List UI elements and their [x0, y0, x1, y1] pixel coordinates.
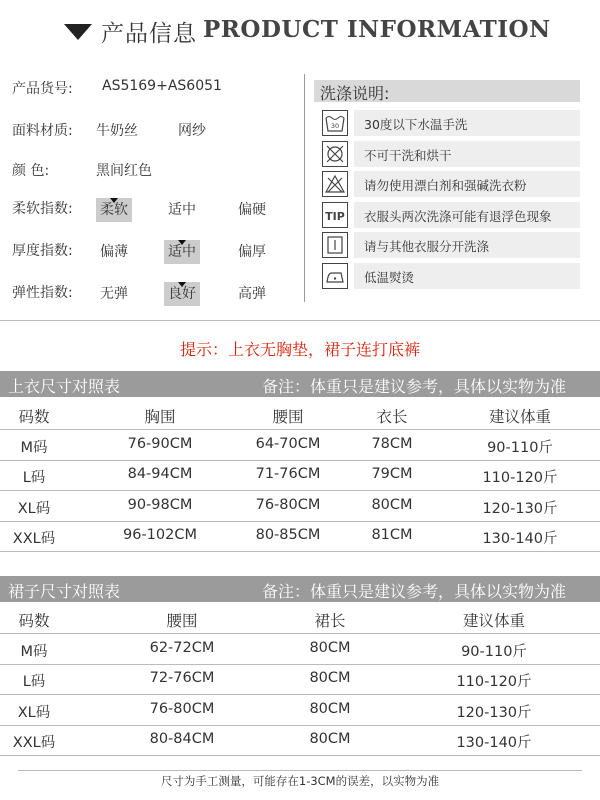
- top-table-note: 备注：体重只是建议参考，具体以实物为准: [262, 377, 567, 396]
- wash-text: 30度以下水温手洗: [364, 117, 468, 132]
- selected-marker-icon: [178, 240, 186, 245]
- table-cell: 120-130斤: [482, 500, 558, 517]
- svg-text:30: 30: [330, 122, 340, 130]
- scale-option-label: 无弹: [100, 286, 128, 302]
- scale-label: 弹性指数:: [12, 285, 73, 301]
- table-cell: XXL码: [12, 735, 56, 752]
- scale-option: [164, 198, 200, 222]
- table-row: [0, 431, 600, 461]
- table-row: [0, 696, 600, 726]
- section-divider: [0, 320, 600, 321]
- top-table-header: [0, 371, 600, 397]
- wash-text-box: [354, 263, 580, 289]
- table-cell: 90-98CM: [127, 496, 193, 513]
- table-row: [0, 522, 600, 552]
- scale-option: [234, 240, 270, 264]
- header-title-en: PRODUCT INFORMATION: [203, 16, 551, 43]
- table-row: [0, 635, 600, 665]
- wash-item: [322, 232, 582, 262]
- item-no-value: AS5169+AS6051: [102, 78, 222, 94]
- wash-item: [322, 202, 582, 232]
- table-row: [0, 461, 600, 491]
- footer-note: 尺寸为手工测量，可能存在1-3CM的误差，以实物为准: [160, 774, 440, 788]
- svg-text:TIP: TIP: [325, 209, 345, 223]
- scale-option-label: 偏厚: [238, 244, 266, 260]
- table-cell: 80CM: [371, 496, 413, 513]
- no-dry-clean-icon: [322, 141, 348, 167]
- table-cell: 120-130斤: [456, 704, 532, 721]
- column-header: 衣长: [376, 408, 408, 426]
- scale-option: [234, 198, 270, 222]
- wash-item: [322, 171, 582, 201]
- color-row: [12, 160, 302, 182]
- color-label: 颜 色:: [12, 163, 50, 179]
- wash-text-box: [354, 171, 580, 197]
- column-header: 码数: [18, 408, 50, 426]
- table-cell: 76-80CM: [255, 496, 321, 513]
- table-cell: 96-102CM: [123, 527, 197, 544]
- scale-option-label: 高弹: [238, 286, 266, 302]
- table-cell: 76-90CM: [127, 435, 193, 452]
- top-table-title: 上衣尺寸对照表: [8, 377, 121, 396]
- scale-option: [96, 282, 132, 306]
- wash-text: 请与其他衣服分开洗涤: [364, 239, 490, 254]
- info-divider: [304, 74, 305, 302]
- column-header: 建议体重: [488, 408, 552, 426]
- tip-icon: [322, 202, 348, 228]
- table-cell: 80CM: [309, 731, 351, 748]
- scale-option-label: 良好: [168, 286, 196, 302]
- notice-text: 提示：上衣无胸垫，裙子连打底裤: [179, 340, 420, 359]
- scale-option-selected: [96, 198, 132, 222]
- wash-text-box: [354, 232, 580, 258]
- table-cell: L码: [22, 470, 46, 487]
- selected-marker-icon: [178, 282, 186, 287]
- table-cell: 110-120斤: [482, 470, 558, 487]
- column-header: 腰围: [166, 612, 198, 630]
- separate-wash-icon: [322, 232, 348, 258]
- wash-header: [314, 80, 580, 102]
- scale-row: [12, 282, 302, 304]
- table-cell: XL码: [17, 500, 51, 517]
- wash-title: 洗涤说明:: [320, 84, 390, 103]
- wash-item: [322, 263, 582, 293]
- table-cell: 110-120斤: [456, 674, 532, 691]
- material-row: [12, 120, 302, 142]
- table-cell: 71-76CM: [255, 466, 321, 483]
- column-header: 胸围: [144, 408, 176, 426]
- skirt-table-title: 裙子尺寸对照表: [8, 582, 121, 601]
- color-value: 黑间红色: [96, 163, 152, 179]
- table-row: [0, 665, 600, 695]
- table-cell: 90-110斤: [487, 439, 553, 456]
- no-bleach-icon: [322, 171, 348, 197]
- skirt-table-header: [0, 576, 600, 602]
- table-cell: 80CM: [309, 639, 351, 656]
- table-cell: 62-72CM: [149, 639, 215, 656]
- table-cell: 79CM: [371, 466, 413, 483]
- table-cell: 130-140斤: [456, 735, 532, 752]
- material-value-2: 网纱: [178, 123, 206, 139]
- table-cell: 78CM: [371, 435, 413, 452]
- wash-text: 衣服头两次洗涤可能有退浮色现象: [364, 208, 552, 224]
- scale-option-label: 柔软: [100, 202, 128, 218]
- item-no-label: 产品货号:: [12, 81, 73, 97]
- scale-option-label: 适中: [168, 202, 196, 218]
- wash-text: 不可干洗和烘干: [364, 147, 452, 163]
- table-cell: 80CM: [309, 670, 351, 687]
- table-cell: 64-70CM: [255, 435, 321, 452]
- wash-item: [322, 110, 582, 140]
- table-header-row: [0, 400, 600, 430]
- item-no-row: [12, 78, 302, 100]
- scale-row: [12, 198, 302, 220]
- column-header: 建议体重: [462, 612, 526, 630]
- low-iron-icon: [322, 263, 348, 289]
- scale-option-label: 偏薄: [100, 244, 128, 260]
- scale-option-label: 偏硬: [238, 202, 266, 218]
- table-cell: XXL码: [12, 531, 56, 548]
- table-cell: M码: [20, 643, 48, 660]
- footer-divider: [18, 770, 582, 771]
- scale-label: 厚度指数:: [12, 243, 73, 259]
- table-cell: M码: [20, 439, 48, 456]
- scale-label: 柔软指数:: [12, 201, 73, 217]
- header-title-cn: 产品信息: [101, 21, 197, 47]
- skirt-table-note: 备注：体重只是建议参考，具体以实物为准: [262, 582, 567, 601]
- table-row: [0, 492, 600, 522]
- column-header: 码数: [18, 612, 50, 630]
- scale-option-selected: [164, 240, 200, 264]
- table-row: [0, 726, 600, 756]
- table-cell: L码: [22, 674, 46, 691]
- wash-text-box: [354, 110, 580, 136]
- wash-text-box: [354, 141, 580, 167]
- header-triangle-icon: [64, 24, 92, 40]
- selected-marker-icon: [110, 198, 118, 203]
- scale-option-label: 适中: [168, 244, 196, 260]
- table-cell: 76-80CM: [149, 700, 215, 717]
- table-cell: 84-94CM: [127, 466, 193, 483]
- table-cell: 72-76CM: [149, 670, 215, 687]
- material-value-1: 牛奶丝: [96, 123, 138, 139]
- wash-item: [322, 141, 582, 171]
- material-label: 面料材质:: [12, 123, 73, 139]
- table-cell: 81CM: [371, 527, 413, 544]
- table-header-row: [0, 604, 600, 634]
- scale-option: [234, 282, 270, 306]
- table-cell: 90-110斤: [461, 643, 527, 660]
- column-header: 裙长: [314, 612, 346, 630]
- scale-option: [96, 240, 132, 264]
- table-cell: 80-85CM: [255, 527, 321, 544]
- table-cell: XL码: [17, 704, 51, 721]
- column-header: 腰围: [272, 408, 304, 426]
- wash-30-icon: [322, 110, 348, 136]
- table-cell: 130-140斤: [482, 531, 558, 548]
- wash-text: 请勿使用漂白剂和强碱洗衣粉: [364, 178, 527, 193]
- table-cell: 80-84CM: [149, 731, 215, 748]
- scale-option-selected: [164, 282, 200, 306]
- table-cell: 80CM: [309, 700, 351, 717]
- wash-text: 低温熨烫: [364, 269, 415, 285]
- scale-row: [12, 240, 302, 262]
- wash-text-box: [354, 202, 580, 228]
